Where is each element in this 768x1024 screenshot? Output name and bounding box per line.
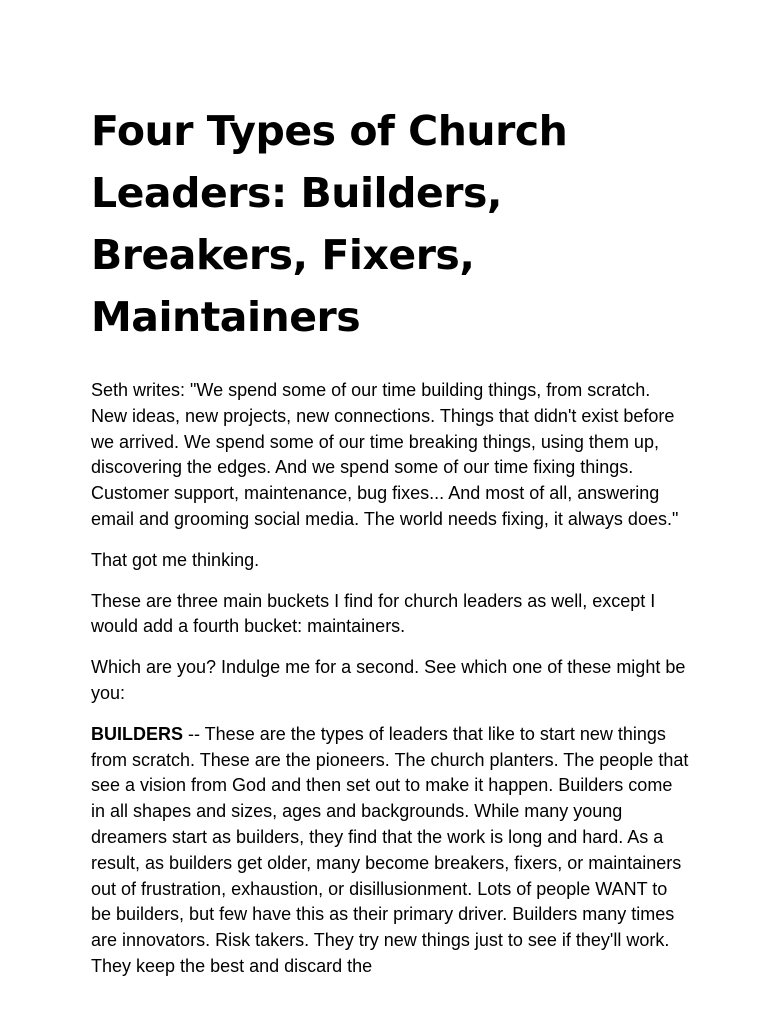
seth-quote-paragraph: Seth writes: "We spend some of our time building things, from scratch. New ideas, new projects, new connections. Things that didn't exist before we arrived. We spend some of our time breaking things, using them up, discovering the edges. And we spend some of our time fixing things. Customer support, maintenance, bug fixes... And most of all, answering email and grooming social media. The world needs fixing, it always does." xyxy=(91,380,679,529)
which-are-you-paragraph: Which are you? Indulge me for a second. See which one of these might be you: xyxy=(91,657,686,703)
buckets-paragraph: These are three main buckets I find for church leaders as well, except I would add a fourth bucket: maintainers. xyxy=(91,590,656,637)
builders-label: BUILDERS xyxy=(91,723,184,744)
document-page xyxy=(91,100,691,995)
builders-text: -- These are the types of leaders that like to start new things from scratch. These are the pioneers. The church planters. The people that see a vision from God and then set out to make it happen. Builders come in all shapes and sizes, ages and backgrounds. While many young dreamers start as builders, they find that the work is long and hard. As a result, as builders get older, many become breakers, fixers, or maintainers out of frustration, exhaustion, or disillusionment. Lots of people WANT to be builders, but few have this as their primary driver. Builders many times are innovators. Risk takers. They try new things just to see if they'll work. They keep the best and discard the xyxy=(91,723,689,976)
thinking-paragraph: That got me thinking. xyxy=(91,549,260,570)
builders-paragraph xyxy=(91,722,691,980)
document-title: Four Types of Church Leaders: Builders, Breakers, Fixers, Maintainers xyxy=(91,107,568,341)
